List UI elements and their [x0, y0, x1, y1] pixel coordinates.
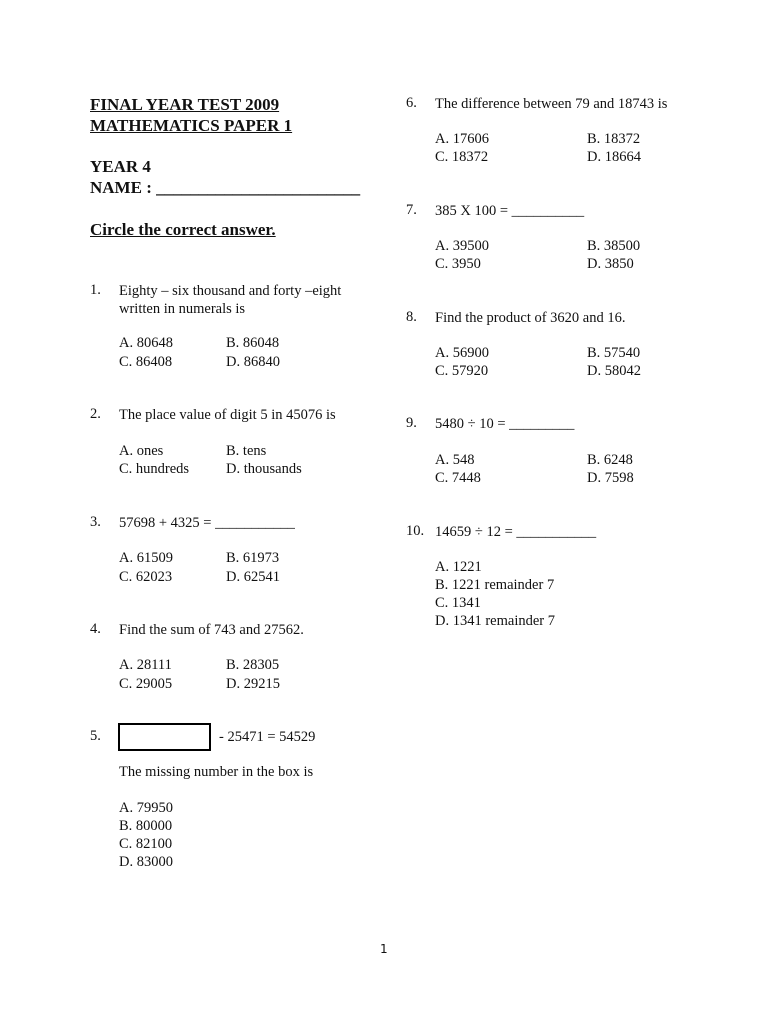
- option-a: A. 1221: [435, 559, 482, 575]
- question-number: 3.: [90, 514, 101, 530]
- question-number: 8.: [406, 309, 417, 325]
- question-text: 5480 ÷ 10 = _________: [435, 416, 575, 432]
- option-c: C. 1341: [435, 595, 481, 611]
- option-d: D. 29215: [226, 676, 280, 692]
- option-a: A. 61509: [119, 550, 173, 566]
- option-c: C. 7448: [435, 470, 481, 486]
- question-number: 1.: [90, 282, 101, 298]
- question-number: 9.: [406, 415, 417, 431]
- option-c: C. 29005: [119, 676, 173, 692]
- question-text: Eighty – six thousand and forty –eight: [119, 283, 342, 299]
- option-b: B. 1221 remainder 7: [435, 577, 555, 593]
- question-text: The place value of digit 5 in 45076 is: [119, 407, 336, 423]
- option-c: C. 86408: [119, 354, 173, 370]
- question-text: Find the sum of 743 and 27562.: [119, 622, 304, 638]
- option-a: A. 80648: [119, 335, 173, 351]
- question-number: 4.: [90, 621, 101, 637]
- test-title: FINAL YEAR TEST 2009: [90, 95, 280, 114]
- question-text: The difference between 79 and 18743 is: [435, 96, 668, 112]
- question-number: 5.: [90, 728, 101, 744]
- option-a: A. ones: [119, 443, 164, 459]
- option-b: B. 38500: [587, 238, 641, 254]
- page-number: 1: [380, 942, 388, 956]
- option-a: A. 79950: [119, 800, 173, 816]
- option-d: D. 86840: [226, 354, 280, 370]
- option-d: D. 58042: [587, 363, 641, 379]
- option-a: A. 39500: [435, 238, 489, 254]
- option-d: D. 62541: [226, 569, 280, 585]
- question-text: written in numerals is: [119, 301, 246, 317]
- equation-text: - 25471 = 54529: [219, 729, 316, 745]
- option-b: B. tens: [226, 443, 267, 459]
- option-d: D. 7598: [587, 470, 634, 486]
- option-c: C. 82100: [119, 836, 173, 852]
- option-d: D. 18664: [587, 149, 641, 165]
- option-c: C. 57920: [435, 363, 489, 379]
- question-text: 385 X 100 = __________: [435, 203, 585, 219]
- option-b: B. 86048: [226, 335, 280, 351]
- option-a: A. 548: [435, 452, 475, 468]
- question-text: The missing number in the box is: [119, 764, 314, 780]
- option-a: A. 56900: [435, 345, 489, 361]
- question-text: 14659 ÷ 12 = ___________: [435, 524, 597, 540]
- question-text: 57698 + 4325 = ___________: [119, 515, 295, 531]
- question-number: 6.: [406, 95, 417, 111]
- option-d: D. 1341 remainder 7: [435, 613, 555, 629]
- instruction: Circle the correct answer.: [90, 220, 276, 239]
- year-label: YEAR 4: [90, 157, 151, 176]
- name-field: NAME : ________________________: [90, 178, 361, 197]
- option-c: C. 18372: [435, 149, 489, 165]
- answer-box: [118, 723, 211, 751]
- option-b: B. 80000: [119, 818, 173, 834]
- option-c: C. hundreds: [119, 461, 190, 477]
- option-d: D. thousands: [226, 461, 302, 477]
- question-number: 2.: [90, 406, 101, 422]
- option-b: B. 18372: [587, 131, 641, 147]
- option-b: B. 6248: [587, 452, 633, 468]
- option-a: A. 17606: [435, 131, 489, 147]
- question-text: Find the product of 3620 and 16.: [435, 310, 626, 326]
- option-a: A. 28111: [119, 657, 172, 673]
- option-d: D. 3850: [587, 256, 634, 272]
- option-b: B. 28305: [226, 657, 280, 673]
- option-b: B. 61973: [226, 550, 280, 566]
- option-d: D. 83000: [119, 854, 173, 870]
- option-c: C. 3950: [435, 256, 481, 272]
- option-b: B. 57540: [587, 345, 641, 361]
- paper-title: MATHEMATICS PAPER 1: [90, 116, 293, 135]
- option-c: C. 62023: [119, 569, 173, 585]
- question-number: 10.: [406, 523, 425, 539]
- question-number: 7.: [406, 202, 417, 218]
